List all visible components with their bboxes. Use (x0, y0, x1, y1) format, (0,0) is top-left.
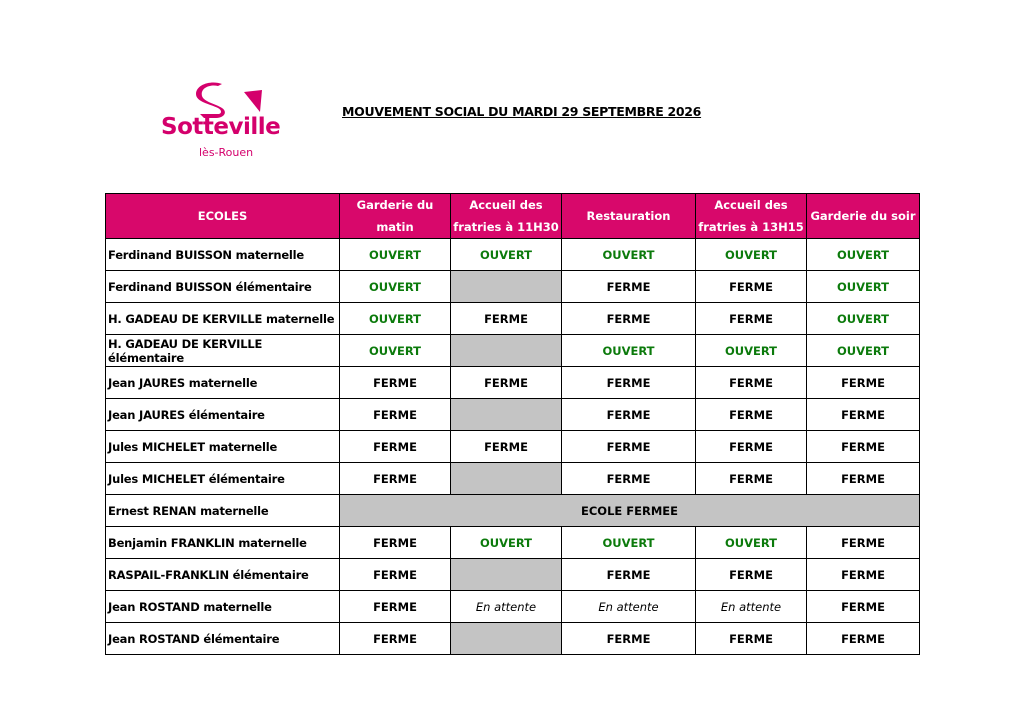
page-title: MOUVEMENT SOCIAL DU MARDI 29 SEPTEMBRE 2026 (342, 104, 702, 119)
logo-name: Sotteville (161, 114, 281, 140)
status-cell: FERME (451, 303, 562, 335)
status-cell: FERME (562, 367, 696, 399)
school-name: Jules MICHELET élémentaire (106, 463, 340, 495)
column-header: Accueil des fratries à 11H30 (451, 194, 562, 239)
status-cell: OUVERT (451, 527, 562, 559)
school-name: Ferdinand BUISSON maternelle (106, 239, 340, 271)
status-cell (451, 559, 562, 591)
table-row (106, 239, 920, 271)
status-cell: OUVERT (807, 303, 920, 335)
school-name: Jean ROSTAND élémentaire (106, 623, 340, 655)
status-cell: OUVERT (451, 239, 562, 271)
status-cell: FERME (696, 271, 807, 303)
status-cell: OUVERT (696, 239, 807, 271)
table-row (106, 271, 920, 303)
status-cell (451, 335, 562, 367)
school-name: H. GADEAU DE KERVILLE élémentaire (106, 335, 340, 367)
status-cell: OUVERT (807, 239, 920, 271)
column-header: Accueil des fratries à 13H15 (696, 194, 807, 239)
status-cell: OUVERT (340, 271, 451, 303)
school-name: Jean JAURES élémentaire (106, 399, 340, 431)
school-name: Benjamin FRANKLIN maternelle (106, 527, 340, 559)
column-header: Garderie du matin (340, 194, 451, 239)
status-cell: FERME (562, 463, 696, 495)
table-row (106, 463, 920, 495)
table-row (106, 303, 920, 335)
status-cell: FERME (340, 367, 451, 399)
table-row (106, 527, 920, 559)
status-cell: FERME (807, 591, 920, 623)
status-cell: FERME (562, 559, 696, 591)
table-header-row (106, 194, 920, 239)
status-cell: En attente (696, 591, 807, 623)
table-row (106, 495, 920, 527)
status-cell: OUVERT (696, 335, 807, 367)
table-row (106, 431, 920, 463)
school-name: RASPAIL-FRANKLIN élémentaire (106, 559, 340, 591)
school-name: Ernest RENAN maternelle (106, 495, 340, 527)
status-cell: FERME (562, 623, 696, 655)
table-body (106, 239, 920, 655)
status-cell: En attente (562, 591, 696, 623)
status-cell: OUVERT (562, 239, 696, 271)
status-cell: FERME (696, 559, 807, 591)
logo-subtitle: lès-Rouen (199, 146, 254, 159)
status-cell: FERME (340, 623, 451, 655)
column-header: ECOLES (106, 194, 340, 239)
status-cell: FERME (696, 303, 807, 335)
school-name: Jean JAURES maternelle (106, 367, 340, 399)
status-cell: FERME (807, 559, 920, 591)
column-header: Garderie du soir (807, 194, 920, 239)
status-cell: OUVERT (696, 527, 807, 559)
status-cell (451, 271, 562, 303)
status-cell: FERME (696, 463, 807, 495)
status-cell: FERME (562, 399, 696, 431)
table-row (106, 559, 920, 591)
status-cell: FERME (562, 303, 696, 335)
school-name: Ferdinand BUISSON élémentaire (106, 271, 340, 303)
schedule-table (105, 193, 920, 655)
table-row (106, 335, 920, 367)
status-cell: FERME (807, 527, 920, 559)
status-cell: FERME (807, 399, 920, 431)
status-cell: FERME (340, 527, 451, 559)
table-row (106, 399, 920, 431)
status-cell: FERME (451, 367, 562, 399)
table-row (106, 367, 920, 399)
school-name: H. GADEAU DE KERVILLE maternelle (106, 303, 340, 335)
status-cell: FERME (340, 431, 451, 463)
status-cell: FERME (696, 623, 807, 655)
school-name: Jules MICHELET maternelle (106, 431, 340, 463)
status-cell: OUVERT (340, 303, 451, 335)
status-cell: OUVERT (807, 271, 920, 303)
status-cell: OUVERT (340, 335, 451, 367)
status-cell: FERME (807, 367, 920, 399)
status-cell (451, 623, 562, 655)
status-cell: En attente (451, 591, 562, 623)
status-cell: FERME (340, 399, 451, 431)
status-cell: FERME (696, 367, 807, 399)
status-cell: FERME (451, 431, 562, 463)
closed-school-cell: ECOLE FERMEE (340, 495, 920, 527)
status-cell (451, 399, 562, 431)
status-cell: FERME (696, 399, 807, 431)
status-cell: OUVERT (807, 335, 920, 367)
table-row (106, 591, 920, 623)
status-cell: FERME (340, 463, 451, 495)
status-cell: FERME (562, 431, 696, 463)
table-row (106, 623, 920, 655)
school-name: Jean ROSTAND maternelle (106, 591, 340, 623)
status-cell (451, 463, 562, 495)
status-cell: OUVERT (562, 335, 696, 367)
status-cell: FERME (807, 463, 920, 495)
status-cell: FERME (340, 591, 451, 623)
status-cell: OUVERT (562, 527, 696, 559)
status-cell: FERME (807, 431, 920, 463)
status-cell: FERME (562, 271, 696, 303)
status-cell: OUVERT (340, 239, 451, 271)
status-cell: FERME (340, 559, 451, 591)
status-cell: FERME (807, 623, 920, 655)
column-header: Restauration (562, 194, 696, 239)
status-cell: FERME (696, 431, 807, 463)
